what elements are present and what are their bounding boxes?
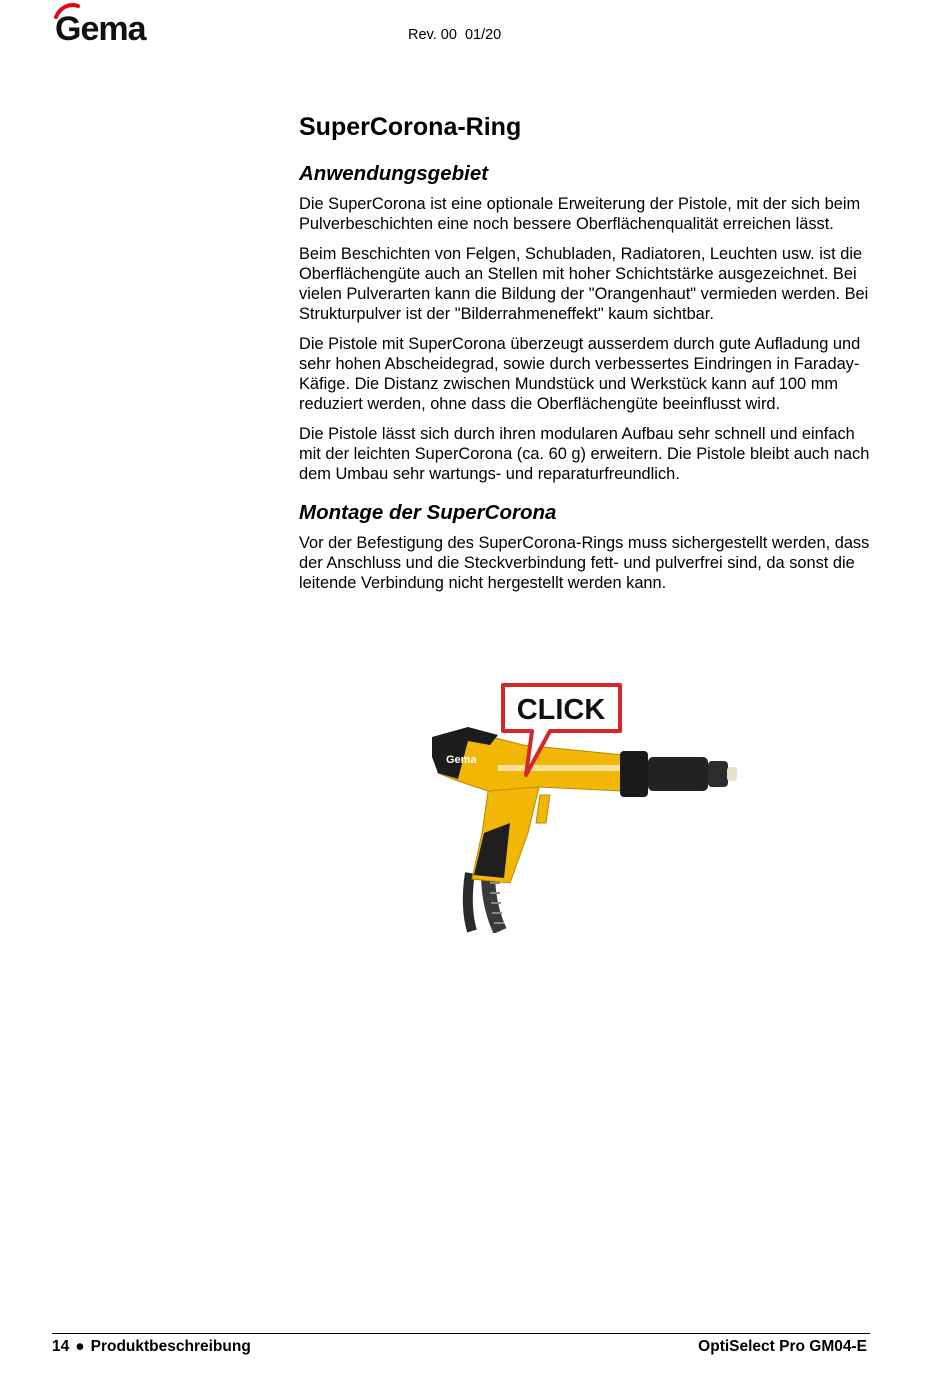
footer-section: Produktbeschreibung — [90, 1338, 251, 1355]
paragraph: Die SuperCorona ist eine optionale Erweiterung der Pistole, mit der sich beim Pulverbeschichten eine noch bessere Oberflächenqualität erreichen lässt. — [299, 195, 861, 233]
spray-gun-illustration — [428, 683, 748, 933]
paragraph: Vor der Befestigung des SuperCorona-Rings muss sichergestellt werden, dass der Anschluss und die Steckverbindung fett- und pulverfrei sind, da sonst die leitende Verbindung nicht hergestellt werden kann. — [299, 534, 870, 592]
gun-brand-text: Gema — [446, 754, 477, 766]
bullet-icon: ● — [75, 1338, 85, 1355]
logo-text: Gema — [55, 10, 146, 45]
spray-gun-figure — [428, 683, 748, 933]
paragraph: Die Pistole lässt sich durch ihren modularen Aufbau sehr schnell und einfach mit der leichten SuperCorona (ca. 60 g) erweitern. Die Pistole bleibt auch nach dem Umbau sehr wartungs- und reparaturfreundlich. — [299, 425, 870, 483]
paragraph: Die Pistole mit SuperCorona überzeugt ausserdem durch gute Aufladung und sehr hohen Abscheidegrad, sowie durch verbessertes Eindringen in Faraday-Käfige. Die Distanz zwischen Mundstück und Werkstück kann auf 100 mm reduziert werden, ohne dass die Oberflächengüte beeinflusst wird. — [299, 335, 861, 413]
revision-label: Rev. 00 01/20 — [408, 27, 502, 43]
click-callout-text: CLICK — [516, 694, 606, 726]
page-title: SuperCorona-Ring — [299, 113, 522, 141]
paragraph: Beim Beschichten von Felgen, Schubladen, Radiatoren, Leuchten usw. ist die Oberflächengüte auch an Stellen mit hoher Schichtstärke ausgezeichnet. Bei vielen Pulverarten kann die Bildung der "Orangenhaut" vermieden werden. Bei Strukturpulver ist der "Bilderrahmeneffekt" kaum sichtbar. — [299, 245, 869, 323]
footer-product: OptiSelect Pro GM04-E — [698, 1338, 867, 1355]
gema-logo-graphic — [52, 3, 164, 45]
footer-divider — [52, 1333, 870, 1334]
section-heading-anwendungsgebiet: Anwendungsgebiet — [299, 162, 489, 185]
gema-logo — [52, 3, 164, 45]
main-content — [299, 112, 874, 603]
footer-left — [52, 1338, 251, 1356]
page-number: 14 — [52, 1338, 70, 1355]
section-heading-montage: Montage der SuperCorona — [299, 501, 557, 524]
